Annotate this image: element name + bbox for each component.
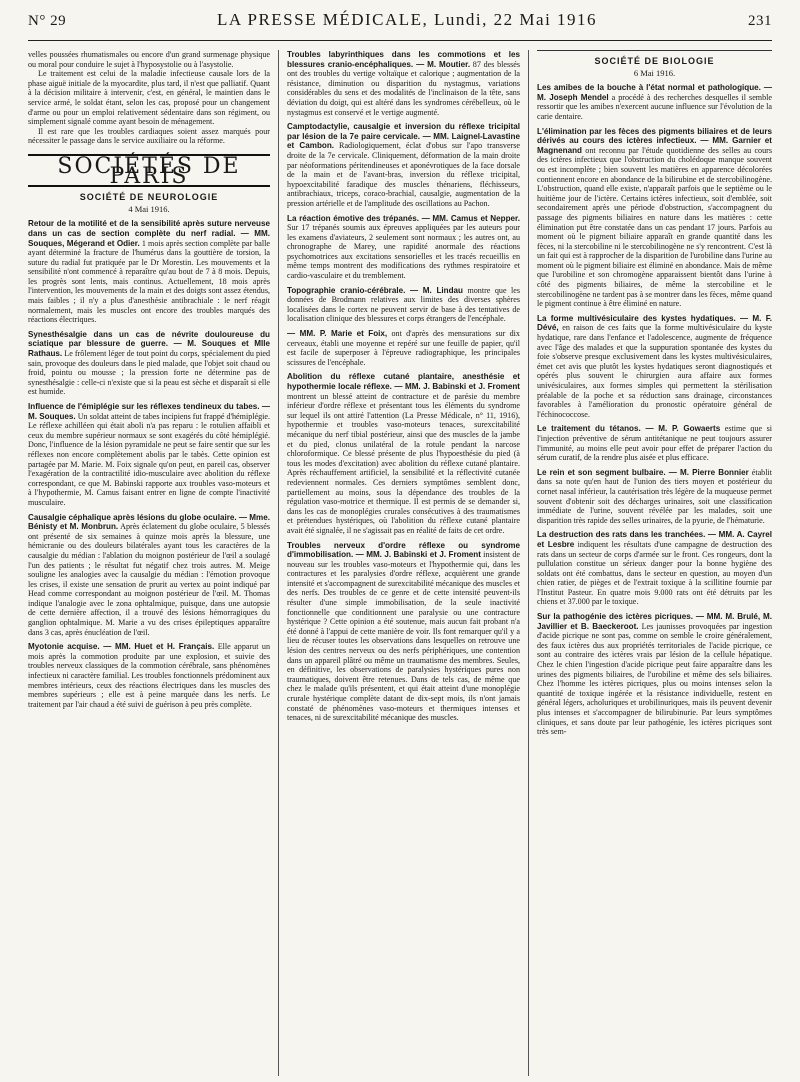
article-entry <box>28 402 270 508</box>
entry-heading: Les amibes de la bouche à l'état normal et pathologique. — M. Joseph Mendel <box>537 83 772 102</box>
entry-body: Les jaunisses provoquées par ingestion d'acide picrique ne sont pas, comme on semble le croire généralement, des faux ictères dus aux propriétés territoriales de l'acide picrique, ce sont au contraire des ictères vrais par lésion de la cellule hépatique. Chez le chien l'ingestion d'acide picrique peut faire apparaître dans les urines des pigments biliaires, de l'urobiline et même des sels biliaires. Chez l'homme les ictères picriques, plus ou moins intenses selon la quantité de toxique ingérée et la résistance individuelle, restent en général légers, acholuriques et urobilinuriques, mais ils peuvent devenir plus intenses et s'accompagner de bilirubinurie. Par leurs symptômes cliniques, et sans doute par leur pathogénie, les ictères picriques sont très sem- <box>537 621 772 737</box>
article-entry <box>537 127 772 309</box>
entry-body: en raison de ces faits que la forme multivésiculaire du kyste hydatique, rare dans l'enfance et l'adolescence, augmente de fréquence avec l'âge des malades et que la suppuration spontanée des kystes du foie s'observe presque exclusivement dans les kystes multivésiculaires, émet cet avis que plutôt les kystes hydatiques seront diagnostiqués et opérés plus souvent le chirurgien aura affaire aux formes univésiculaires, aux formes simples qui permettent la stérilisation préalable de la poche et sa réduction sans drainage, circonstances favorables à l'amélioration du pronostic opératoire général de l'échinococcose. <box>537 323 772 419</box>
article-entry <box>287 541 520 723</box>
article-entry <box>287 286 520 324</box>
session-date: 6 Mai 1916. <box>633 67 676 78</box>
entry-heading: La forme multivésiculaire des kystes hydatiques. — M. F. Dévé, <box>537 313 772 333</box>
page-number: 231 <box>747 13 772 29</box>
session-date: 4 Mai 1916. <box>128 203 170 214</box>
column-3 <box>528 50 772 1076</box>
issue-number: N° 29 <box>28 13 67 29</box>
entry-body: estime que si l'injection préventive de sérum antitétanique ne peut toujours assurer l'immunité, au moins elle peut avoir pour effet de préparer l'action du sérum curatif, de la rendre plus aisée et plus efficace. <box>537 424 772 463</box>
article-entry <box>537 530 772 607</box>
entry-body: Un soldat atteint de tabes incipiens fut frappé d'hémiplégie. Le réflexe achilléen qui était aboli n'a pas reparu : le rotulien affaibli et ceux du membre supérieur normaux se sont exagérés du côté hémiplégié. Donc, l'influence de la lésion pyramidale ne peut se faire sentir que sur les réflexes non encore complètement abolis par le tabès. Cette opinion est partagée par M. Marie. M. Foix signale qu'on peut, en pareil cas, observer l'exagération de la contractilité idio-musculaire avec abolition du réflexe correspondant, ce que M. Babinski rapporte aux troubles vaso-moteurs et à l'hypothermie, M. Camus faisant entrer en ligne de compte l'inactivité musculaire. <box>28 411 270 507</box>
entry-heading: Sur la pathogénie des ictères picriques. — MM. M. Brulé, M. Javillier et B. Baeckeroot. <box>537 612 772 631</box>
article-entry <box>287 214 520 281</box>
intro-paragraph: Il est rare que les troubles cardiaques soient assez marqués pour nécessiter le passage dans le service auxiliaire ou la réforme. <box>28 126 270 146</box>
entry-heading: Troubles nerveux d'ordre réflexe ou syndrome d'immobilisation. — MM. J. Babinski et J. Froment <box>287 540 520 560</box>
entry-body: Après éclatement du globe oculaire, 5 blessés ont présenté de six semaines à quinze mois après la blessure, une hémicranie ou des douleurs bilatérales ayant tous les caractères de la causalgie du médian : l'ablation du moignon postérieur de l'œil a soulagé l'un des patients ; le résultat fut négatif chez trois autres. M. Meige souligne les analogies avec la causalgie du médian : l'émotion provoque les crises, il existe une sensation de prurit au vertex au point indiqué par Head comme correspondant au moignon postérieur de l'œil. M. Thomas indique l'analogie avec le zona ophtalmique, puisque, dans une autopsie de cette dernière affection, il a trouvé des lésions hémorragiques du ganglion ophtalmique. M. Marie a vu des crises épileptiques apparaître dans 3 cas, après énucléation de l'œil. <box>28 522 271 637</box>
entry-heading: Topographie cranio-cérébrale. — M. Lindau <box>287 285 463 295</box>
entry-heading: La réaction émotive des trépanés. — MM. Camus et Nepper. <box>287 213 520 223</box>
entry-heading: Camptodactylie, causalgie et inversion du réflexe tricipital par lésion de la 7e paire cervicale. — MM. Laignel-Lavastine et Cambon. <box>287 122 520 151</box>
biology-society-box <box>537 50 772 78</box>
columns <box>28 50 772 1076</box>
entry-body: montrent un blessé atteint de contracture et de parésie du membre inférieur d'ordre réflexe et présentant tous les éléments du syndrome sur lequel ils ont attiré l'attention (La Presse Médicale, n° 11, 1916), hypothermie et troubles vaso-moteurs tenaces, surexcitabilité mécanique du nerf tibial postérieur, ainsi que des muscles de la jambe et du pied, clonus unilatéral de la rotule pendant la narcose chloroformique. Ce blessé présente de plus l'hypoesthésie du pied (à tous les modes d'excitation) avec abolition du réflexe cutané plantaire. Après réchauffement artificiel, la sensibilité et la réflectivité cutanée redeviennent normales. Ces derniers symptômes semblent donc, partiellement au moins, sous la dépendance des troubles de la régulation vaso-motrice et thermique. Il est permis de se demander si, dans les cas de monoplégies crurales consécutives à des traumatismes et prétendues hystériques, où l'abolition du réflexe cutané plantaire avait été signalée, il ne s'agissait pas en réalité de faits de cet ordre. <box>287 391 520 535</box>
entry-heading: Influence de l'émiplégie sur les réflexes tendineux du tabes. — M. Souques. <box>28 402 270 421</box>
entry-body: a procédé à des recherches desquelles il semble ressortir que les amibes n'exercent aucune influence sur l'évolution de la carie dentaire. <box>537 92 772 121</box>
article-entry <box>287 122 520 208</box>
entry-body: insistent de nouveau sur les troubles vaso-moteurs et l'hypothermie qui, dans les contractures et les paralysies d'ordre réflexe, acquièrent une grande intensité et s'accompagnent de surexcitabilité mécanique des muscles et des nerfs. Des troubles de ce genre et de cette intensité peuvent-ils résulter d'une simple immobilisation, de la seule inactivité fonctionnelle que conditionnent une paralysie ou une contracture hystérique ? Cette opinion a été soutenue, mais aucun fait probant n'a été donné à l'appui de cette manière de voir. Ils font remarquer qu'il y a lieu de récuser toutes les observations dans lesquelles on retrouve une lésion des centres nerveux ou des nerfs périphériques, une contention dans un appareil plâtré ou même un traumatisme des membres. Seules, en définitive, les observations de paralysies hystériques pures non traumatiques, doivent être retenues. Dans de tels cas, de même que chez le malade qu'ils présentent, et qui était atteint d'une monoplégie crurale hystérique complète datant de dix-sept mois, ils n'ont jamais constaté de phénomènes vaso-moteurs et thermiques intenses et tenaces, ni de surexcitabilité mécanique des muscles. <box>287 550 520 723</box>
article-entry <box>537 314 772 420</box>
entry-heading: Retour de la motilité et de la sensibilité après suture nerveuse dans un cas de section complète du nerf radial. — MM. Souques, Mégerand et Odier. <box>28 219 270 248</box>
article-entry <box>28 219 270 325</box>
column-1 <box>28 50 278 1076</box>
entry-heading: L'élimination par les fèces des pigments biliaires et de leurs dérivés au cours des ictères infectieux. — MM. Garnier et Magnenand <box>537 126 772 155</box>
article-entry <box>28 642 270 709</box>
article-entry <box>287 372 520 535</box>
entry-body: 87 des blessés ont des troubles du vertige voltaïque et calorique ; augmentation de la résistance, diminution ou disparition du nystagmus, variations considérables du sens et des modalités de l'inclinaison de la tête, sans déviation du doigt, qui est altéré dans les syndromes cérébelleux, où le nystagmus est conservé et le vertige augmenté. <box>287 59 520 117</box>
intro-paragraph: Le traitement est celui de la maladie infectieuse causale lors de la phase aiguë initiale de la myocardite, plus tard, il n'est que palliatif. Quant à la décision militaire à intervenir, c'est, en général, le maintien dans le service armé, le soldat étant, selon les cas, proposé pour un changement d'arme ou pour un emploi relativement sédentaire dans son régiment, ou simplement signalé comme ayant besoin de ménagement. <box>28 69 270 127</box>
article-entry <box>28 330 270 397</box>
article-entry <box>287 50 520 117</box>
section-banner: SOCIÉTÉS DE PARIS <box>28 154 270 187</box>
column-2 <box>278 50 528 1076</box>
entry-heading: Abolition du réflexe cutané plantaire, anesthésie et hypothermie locale réflexe. — MM. J. Babinski et J. Froment <box>287 372 520 391</box>
header-rule <box>28 40 772 41</box>
entry-heading: Troubles labyrinthiques dans les commotions et les blessures cranio-encéphaliques. — M. Moutier. <box>287 50 520 69</box>
entry-body: montre que les données de Brodmann relatives aux limites des diverses sphères localisées dans le cortex ne peuvent servir de base à des tentatives de localisation clinique des blessures et corps étrangers de l'encéphale. <box>287 285 520 324</box>
masthead-title: LA PRESSE MÉDICALE, Lundi, 22 Mai 1916 <box>217 10 598 29</box>
entry-body: Elle apparut un mois après la commotion produite par une explosion, et suivie des troubles nerveux classiques de la commotion cérébrale, sans phénomènes infectieux ni caractère familial. Les troubles fonctionnels prédominent aux membres intérieurs, ceux des réactions électriques dans les muscles des membres supérieurs ; elle est à peine marquée dans les nerfs. Le traitement par l'air chaud a été suivi de guérison à peu près complète. <box>28 642 270 709</box>
article-entry <box>537 612 772 737</box>
entry-heading: Causalgie céphalique après lésions du globe oculaire. — Mme. Bénisty et M. Monbrun. <box>28 512 270 532</box>
entry-heading: Le rein et son segment bulbaire. — M. Pierre Bonnier <box>537 467 749 477</box>
society-heading: SOCIÉTÉ DE BIOLOGIE <box>594 56 715 66</box>
entry-body: ont d'après des mensurations sur dix cerveaux, établi une moyenne et repéré sur une feuille de papier, qu'il est facile de superposer à l'épreuve radiographique, les principales scissures de l'encéphale. <box>287 329 520 367</box>
article-entry <box>287 329 520 367</box>
page-header <box>28 0 772 40</box>
entry-heading: Synesthésalgie dans un cas de névrite douloureuse du sciatique par blessure de guerre. — M. Souques et Mlle Rathaus. <box>28 329 270 359</box>
entry-body: établit dans sa note qu'en haut de l'union des tiers moyen et postérieur du cornet nasal inférieur, la cautérisation très légère de la muqueuse permet souvent d'obtenir soit des décharges urinaires, soit une classification immédiate de l'urine, souvent révélée par les malades, soit une disparition très rapide des selles urinaires, de la pyurie, de l'hématurie. <box>537 467 772 525</box>
entry-heading: La destruction des rats dans les tranchées. — MM. A. Cayrel et Lesbre <box>537 530 772 549</box>
entry-heading: — MM. P. Marie et Foix, <box>287 329 388 339</box>
entry-body: Sur 17 trépanés soumis aux épreuves appliquées par les auteurs pour les examens d'aviateurs, 2 seulement sont normaux ; les autres ont, au chronographe de Marey, une rapidité anormale des réactions psychomotrices aux excitations sensorielles et les tracés recueillis en même temps montrent des modifications des rythmes respiratoire et cardio-vasculaire et du tremblement. <box>287 223 520 281</box>
article-entry <box>28 513 270 638</box>
entry-body: Le frôlement léger de tout point du corps, spécialement du pied sain, provoque des douleurs dans le pied malade, que l'objet soit chaud ou froid, pointu ou mousse ; la pression forte ne détermine pas de synesthésalgie : celle-ci n'existe que si la peau est sèche et disparaît si elle est humide. <box>28 349 270 397</box>
entry-body: Radiologiquement, éclat d'obus sur l'apo transverse droite de la 7e cervicale. Cliniquement, déformation de la main droite par néoformations péritendineuses et aponévrotiques de la face dorsale de la main et de l'avant-bras, inversion du réflexe tricipital, hypoexcitabilité faradique des muscles thénariens, fléchisseurs, antibrachiaux, triceps, coraco-brachial, causalgie, augmentation de la pression artérielle et de l'amplitude des oscillations au Pachon. <box>287 141 520 208</box>
society-heading: SOCIÉTÉ DE NEUROLOGIE <box>79 192 219 203</box>
article-entry <box>537 424 772 462</box>
intro-paragraph: velles poussées rhumatismales ou encore d'un grand surmenage physique ou moral pour conduire le sujet à l'hyposystolie ou à l'asystolie. <box>28 50 270 69</box>
entry-heading: Myotonie acquise. — MM. Huet et H. Français. <box>28 642 215 652</box>
entry-body: ont reconnu par l'étude quotidienne des selles au cours des ictères infectieux que l'obstruction du cholédoque manque souvent ou est incomplète ; bien souvent les matières en apparence décolorées contiennent encore en abondance de la bilirubine et de stercobilinogène. L'obstruction, quand elle existe, n'apparaît parfois que le septième ou le huitième jour de l'ictère. Certains ictères infectieux, soit d'emblée, soit secondairement après une période d'obstruction, s'accompagnent du passage des pigments biliaires en nature dans les matières : cette élimination put être constatée dans un cas pendant 17 jours. Parfois au moment où le pigment biliaire apparaît en grande quantité dans les fèces, ni la stercobiline ni le stercobilinogène ne s'y rencontrent. C'est là un fait qui est à rapprocher de la disparition de l'urobiline dans l'urine au moment où le pigment biliaire est éliminé en abondance. Mais de même que l'urobiline et son chromogène apparaissent bientôt dans l'urine à côté des pigments biliaires, de même la stercobiline et le stercobilinogène ne tardent pas à se montrer dans les fèces, même quand le pigment continue à être éliminé en nature. <box>537 145 772 309</box>
article-entry <box>537 468 772 526</box>
article-entry <box>537 83 772 121</box>
entry-body: 1 mois après section complète par balle ayant déterminé la fracture de l'humérus dans la gouttière de torsion, la suture du radial fut pratiquée par le Dr Morestin. Les mouvements et la sensibilité n'ont commencé à reparaître qu'au bout de 7 à 8 mois. Depuis, les progrès sont lents, mais continus. Actuellement, 18 mois après l'intervention, les mouvements de la main et des doigts sont assez étendus, mais faibles ; il n'y a plus d'anesthésie antibrachiale : le nerf réagit normalement, mais les muscles ont encore des troubles marqués des réactions électriques. <box>28 238 270 325</box>
entry-body: indiquent les résultats d'une campagne de destruction des rats dans un secteur de corps d'armée sur le front. Ces rongeurs, dont la pullulation constitue un sérieux danger pour la bonne hygiène des soldats ont été combattus, dans le secteur en question, au moyen d'un chien ratier, de pièges et de l'extrait toxique à la scillitine fournie par l'Institut Pasteur. En quatre mois 9.000 rats ont été détruits par les chiens et 37.000 par le toxique. <box>537 539 772 607</box>
entry-heading: Le traitement du tétanos. — M. P. Gowaerts <box>537 424 721 434</box>
